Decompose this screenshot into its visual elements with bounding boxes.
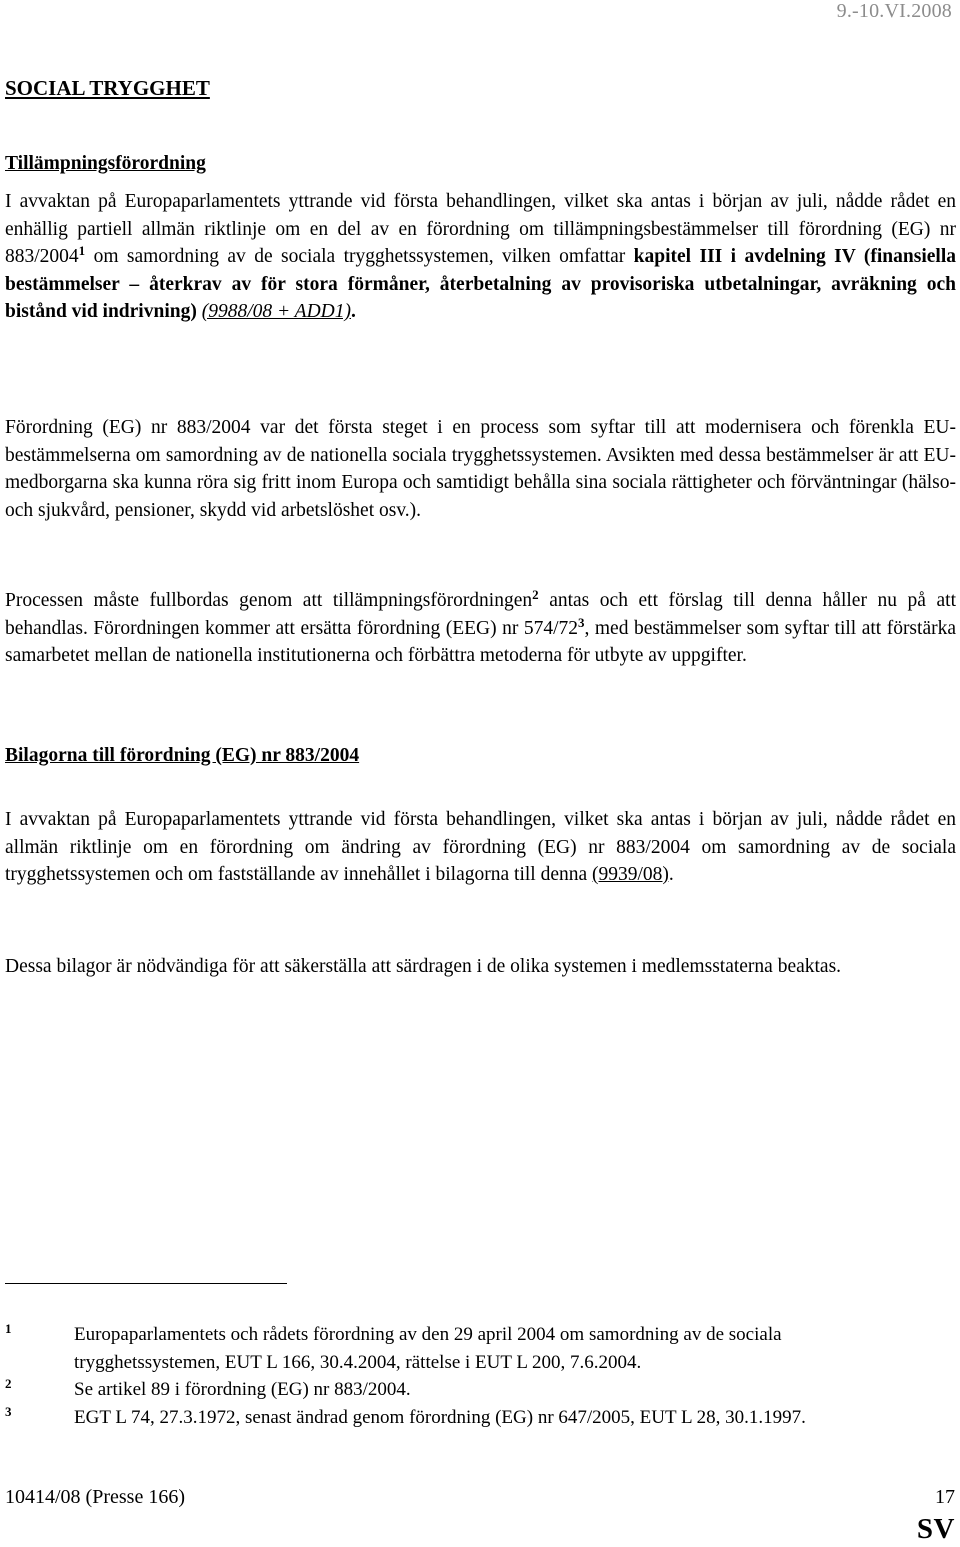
- paragraph-text: om samordning av de sociala trygghetssystemen, vilken omfattar: [85, 246, 634, 267]
- footnote-ref-1[interactable]: 1: [78, 243, 86, 258]
- paragraph-text: Processen måste fullbordas genom att tillämpningsförordningen: [5, 590, 533, 611]
- document-link-9988[interactable]: (9988/08 + ADD1): [201, 301, 352, 322]
- paragraph-process: [5, 587, 956, 670]
- paragraph-text: , med bestämmelser som syftar till att förstärka samarbetet mellan de nationella institutionerna och förbättra metoderna för utbyte av uppgifter.: [5, 617, 956, 666]
- paragraph-implementing-regulation: [5, 188, 956, 326]
- page-number: 17: [935, 1486, 955, 1508]
- footnote-text: Europaparlamentets och rådets förordning av den 29 april 2004 om samordning av de sociala trygghetssystemen, EUT L 166, 30.4.2004, rättelse i EUT L 200, 7.6.2004.: [74, 1324, 782, 1373]
- footnote-text: Se artikel 89 i förordning (EG) nr 883/2004.: [74, 1379, 411, 1400]
- footnote-separator: [5, 1283, 287, 1284]
- paragraph-end: .: [668, 864, 674, 885]
- paragraph-annexes: [5, 806, 956, 889]
- footnote-number: 2: [5, 1376, 12, 1391]
- footnote-ref-2[interactable]: 2: [532, 587, 539, 602]
- paragraph-bold-text: kapitel III i avdelning IV (finansiella bestämmelser – återkrav av för stora förmåner, återbetalning av provisoriska utbetalningar, avräkning och bistånd vid indrivning): [5, 246, 956, 322]
- paragraph-text: antas och ett förslag till denna håller nu på att behandlas. Förordningen kommer att ersätta förordning (EEG) nr 574/72: [5, 590, 956, 639]
- subsection-title-annexes: Bilagorna till förordning (EG) nr 883/2004: [5, 745, 360, 766]
- paragraph-end: .: [351, 301, 356, 322]
- paragraph-text: I avvaktan på Europaparlamentets yttrande vid första behandlingen, vilket ska antas i början av juli, nådde rådet en enhällig partiell allmän riktlinje om en del av en förordning om tillämpningsbestämmelser till förordning (EG) nr 883/2004: [5, 191, 956, 267]
- document-link-9939[interactable]: (9939/08): [592, 864, 669, 885]
- paragraph-text: I avvaktan på Europaparlamentets yttrande vid första behandlingen, vilket ska antas i början av juli, nådde rådet en allmän riktlinje om en förordning om ändring av förordning (EG) nr 883/2004 om samordning av de sociala trygghetssystemen och om fastställande av innehållet i bilagorna till denna: [5, 809, 956, 885]
- paragraph-regulation-background: Förordning (EG) nr 883/2004 var det första steget i en process som syftar till att modernisera och förenkla EU-bestämmelserna om samordning av de nationella sociala trygghetssystemen. Avsikten med dessa bestämmelser är att EU-medborgarna ska kunna röra sig fritt inom Europa och samtidigt behålla sina sociala rättigheter och förväntningar (hälso- och sjukvård, pensioner, skydd vid arbetslöshet osv.).: [5, 417, 956, 521]
- language-code: SV: [916, 1513, 955, 1545]
- footer-reference: 10414/08 (Presse 166): [5, 1486, 185, 1508]
- footnote-ref-3[interactable]: 3: [578, 614, 585, 630]
- footnote-number: 3: [5, 1404, 12, 1419]
- subsection-title-implementing-regulation: Tillämpningsförordning: [5, 153, 206, 174]
- footnote-number: 1: [5, 1321, 12, 1336]
- section-title: SOCIAL TRYGGHET: [5, 76, 210, 100]
- footnote-text: EGT L 74, 27.3.1972, senast ändrad genom förordning (EG) nr 647/2005, EUT L 28, 30.1.1997.: [74, 1407, 806, 1428]
- document-date: 9.-10.VI.2008: [836, 0, 952, 22]
- paragraph-annexes-purpose: Dessa bilagor är nödvändiga för att säkerställa att särdragen i de olika systemen i medlemsstaterna beaktas.: [5, 956, 842, 977]
